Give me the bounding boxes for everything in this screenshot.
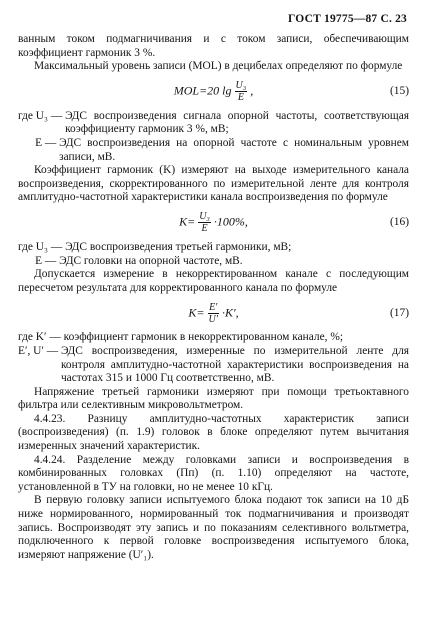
formula-17-number: (17) <box>390 306 409 319</box>
paragraph-uncorrected-channel: Допускается измерение в некорректированном канале с последующим пересчетом результата для корректированного канала по формуле <box>18 268 409 294</box>
definition-e-mol: E — ЭДС воспроизведения на опорной частоте с номинальным уровнем записи, мВ. <box>18 136 409 163</box>
formula-16-fraction: $\frac{\text{U₃}}{E}$ <box>199 211 210 235</box>
body-text <box>18 33 409 562</box>
paragraph-harmonic-coefficient: Коэффициент гармоник (K) измеряют на выходе измерительного канала воспроизведения, скорректированного по измерительной ленте для контроля амплитудно-частотной характеристики канала воспроизведения по формуле <box>18 164 409 204</box>
formula-15-fraction: $\frac{\text{U₃}}{E}$ <box>235 80 247 104</box>
formula-17-fraction: $\frac{E'}{U'}$ <box>208 301 218 325</box>
formula-17 <box>18 295 409 331</box>
clause-4-4-24: 4.4.24. Разделение между головками записи и воспроизведения в комбинированных головках (Пп) (п. 1.10) определяют на частоте, установленной в ТУ на головки, но не менее 10 кГц. <box>18 453 409 493</box>
formula-17-expression: K= $\frac{E'}{U'}$ ·K′, <box>188 301 239 325</box>
paragraph-mol: Максимальный уровень записи (MOL) в децибелах определяют по формуле <box>34 60 403 73</box>
definition-k-prime: где K′ — коэффициент гармоник в некорректированном канале, %; <box>18 331 343 344</box>
formula-16-expression: K= $\frac{\text{U₃}}{E}$ ·100%, <box>179 211 248 235</box>
definition-u3-harmonic: где U₃ — ЭДС воспроизведения третьей гармоники, мВ; <box>18 240 292 253</box>
paragraph-continuation: ванным током подмагничивания и с током записи, обеспечивающим коэффициент гармоник 3 %. <box>18 33 409 59</box>
paragraph-first-head-recording: В первую головку записи испытуемого блока подают ток записи на 10 дБ ниже нормированного, нормированный ток подмагничивания и производят запись. Воспроизводят эту запись и по показаниям селективного вольтметра, подключенного к первой головке воспроизведения испытуемого блока, измеряют напряжение (U′₁). <box>18 494 409 561</box>
formula-16-number: (16) <box>390 216 409 229</box>
paragraph-third-harmonic: Напряжение третьей гармоники измеряют при помощи третьоктавного фильтра или селективным микровольтметром. <box>18 385 409 412</box>
page-header: ГОСТ 19775—87 С. 23 <box>288 13 407 25</box>
definition-e-u-prime: E′, U′ — ЭДС воспроизведения, измеренные по измерительной ленте для контроля амплитудно-частотной характеристики воспроизведения на частотах 315 и 1000 Гц соответственно, мВ. <box>18 344 409 385</box>
formula-15 <box>18 74 409 110</box>
formula-15-number: (15) <box>390 84 409 97</box>
formula-16 <box>18 205 409 241</box>
formula-15-expression: MOL=20 lg $\frac{\text{U₃}}{E}$ , <box>173 80 254 104</box>
definition-u3-mol: где U₃ — ЭДС воспроизведения сигнала опорной частоты, соответствующая коэффициенту гармоник 3 %, мВ; <box>18 109 409 136</box>
clause-4-4-23: 4.4.23. Разницу амплитудно-частотных характеристик записи (воспроизведения) (п. 1.9) головок в блоке определяют путем вычитания измеренных значений характеристик. <box>18 412 409 453</box>
definition-e-head: E — ЭДС головки на опорной частоте, мВ. <box>18 254 243 267</box>
